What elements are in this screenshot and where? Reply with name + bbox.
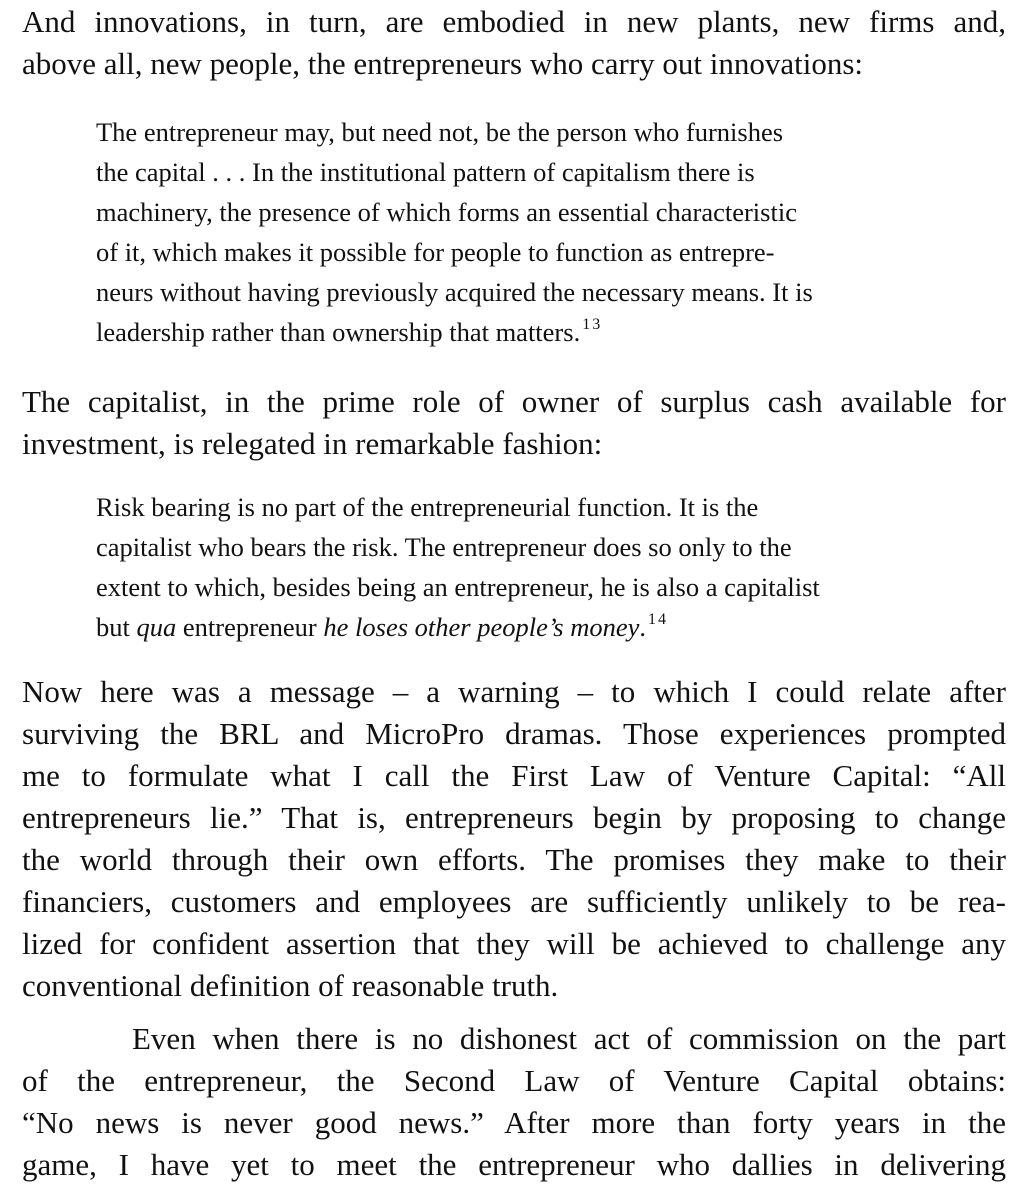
quote2-period: . [639, 612, 646, 642]
paragraph3-line: financiers, customers and employees are sufficiently unlikely to be rea- [22, 884, 1006, 919]
quote1-line: machinery, the presence of which forms an essential characteristic [96, 197, 797, 227]
quote1-line: The entrepreneur may, but need not, be the person who furnishes [96, 117, 784, 147]
quote1-line: the capital . . . In the institutional pattern of capitalism there is [96, 157, 755, 187]
quote1-line: neurs without having previously acquired the necessary means. It is [96, 277, 813, 307]
paragraph1-line: And innovations, in turn, are embodied in new plants, new firms and, [22, 4, 1006, 39]
paragraph4-line: Even when there is no dishonest act of commission on the part [132, 1021, 1006, 1056]
paragraph3-line: lized for confident assertion that they will be achieved to challenge any [22, 926, 1006, 961]
quote2-italic-qua: qua [136, 612, 177, 642]
paragraph3-line: the world through their own efforts. The promises they make to their [22, 842, 1006, 877]
quote1-line: of it, which makes it possible for people to function as entrepre- [96, 237, 775, 267]
paragraph3-line: surviving the BRL and MicroPro dramas. Those experiences prompted [22, 716, 1006, 751]
footnote-ref-14: 14 [647, 611, 668, 628]
quote2-text: but [96, 612, 137, 642]
quote2-line: capitalist who bears the risk. The entrepreneur does so only to the [96, 532, 792, 562]
paragraph3-line: entrepreneurs lie.” That is, entrepreneurs begin by proposing to change [22, 800, 1006, 835]
quote2-text: entrepreneur [176, 612, 324, 642]
paragraph3-line: me to formulate what I call the First Law of Venture Capital: “All [22, 758, 1006, 793]
paragraph3-line: Now here was a message – a warning – to which I could relate after [22, 674, 1006, 709]
quote2-line [96, 611, 668, 648]
paragraph1-line: above all, new people, the entrepreneurs who carry out innovations: [22, 46, 864, 81]
footnote-ref-13: 13 [582, 316, 603, 333]
quote2-line: Risk bearing is no part of the entrepreneurial function. It is the [96, 492, 759, 522]
quote1-line [96, 316, 602, 353]
quote2-italic-phrase: he loses other people’s money [323, 612, 640, 642]
paragraph2-line: The capitalist, in the prime role of owner of surplus cash available for [22, 384, 1006, 419]
paragraph4-line: “No news is never good news.” After more than forty years in the [22, 1105, 1006, 1140]
quote2-line: extent to which, besides being an entrepreneur, he is also a capitalist [96, 572, 820, 602]
paragraph4-line: game, I have yet to meet the entrepreneur who dallies in delivering [22, 1147, 1006, 1182]
quote1-text: leadership rather than ownership that matters. [96, 317, 581, 347]
paragraph4-line: of the entrepreneur, the Second Law of Venture Capital obtains: [22, 1063, 1006, 1098]
paragraph2-line: investment, is relegated in remarkable fashion: [22, 426, 603, 461]
paragraph3-line: conventional definition of reasonable truth. [22, 968, 559, 1003]
